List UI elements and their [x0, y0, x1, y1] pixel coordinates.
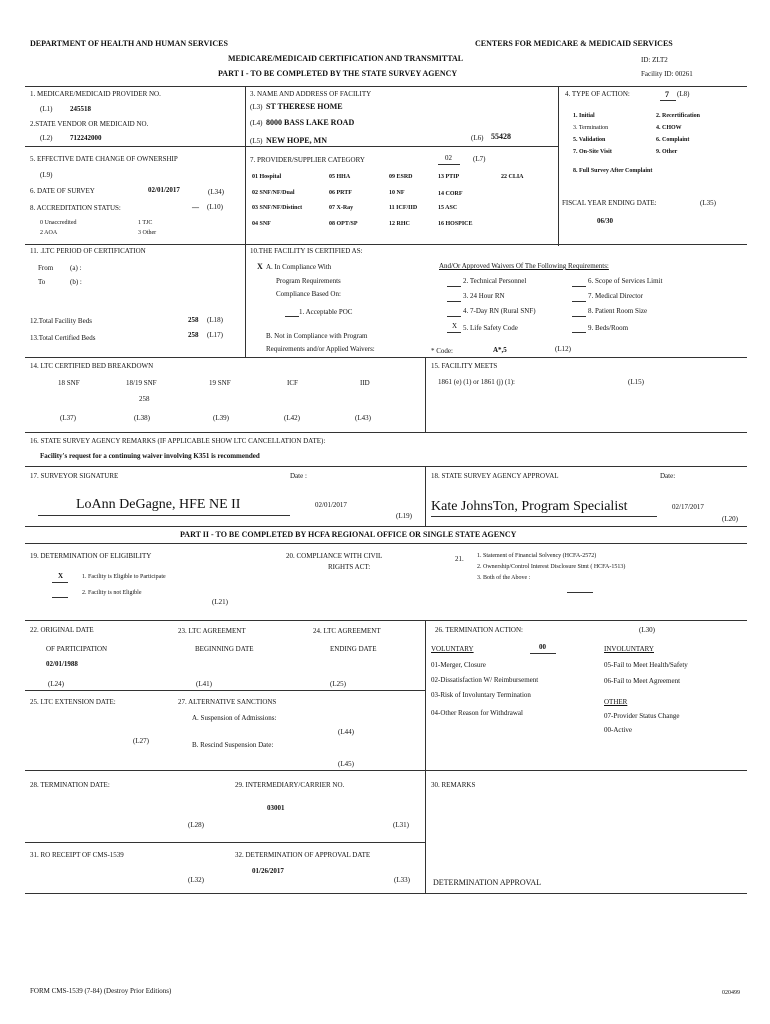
facility-city: NEW HOPE, MN — [266, 136, 327, 145]
l37-code: (L37) — [60, 414, 76, 422]
term-07: 07-Provider Status Change — [604, 712, 680, 720]
term-02: 02-Dissatisfaction W/ Reimbursement — [431, 676, 539, 684]
l24-code: (L24) — [48, 680, 64, 688]
determination-approval: DETERMINATION APPROVAL — [433, 878, 542, 887]
termination-action-label: 26. TERMINATION ACTION: — [435, 626, 523, 634]
l8-code: (L8) — [677, 90, 690, 98]
noncompliance-b: B. Not in Compliance with Program — [266, 332, 368, 340]
surveyor-date-label: Date : — [290, 472, 307, 480]
beginning-date-label: BEGINNING DATE — [195, 645, 254, 653]
l7-code: (L7) — [473, 155, 486, 163]
cat-05: 05 HHA — [329, 174, 351, 180]
l4-code: (L4) — [250, 119, 263, 127]
eligible-mark: X — [58, 572, 64, 580]
intermediary-no: 03001 — [267, 804, 285, 812]
fiscal-label: FISCAL YEAR ENDING DATE: — [562, 199, 657, 207]
l2-code: (L2) — [40, 134, 53, 142]
l43-code: (L43) — [355, 414, 371, 422]
total-beds: 258 — [188, 316, 199, 324]
l27-code: (L27) — [133, 737, 149, 745]
bed-value-1819snf: 258 — [139, 395, 150, 403]
survey-date: 02/01/2017 — [148, 186, 180, 194]
ending-date-label: ENDING DATE — [330, 645, 377, 653]
l41-code: (L41) — [196, 680, 212, 688]
cat-04: 04 SNF — [252, 221, 271, 227]
action-opt-7: 7. On-Site Visit — [573, 149, 612, 155]
l6-code: (L6) — [471, 134, 484, 142]
item-21-opt-1: 1. Statement of Financial Solvency (HCFA-2572) — [477, 553, 597, 559]
ltc-period-label: 11. .LTC PERIOD OF CERTIFICATION — [30, 247, 146, 255]
bed-col-icf: ICF — [287, 379, 298, 387]
bed-col-18snf: 18 SNF — [58, 379, 80, 387]
alt-sanctions-label: 27. ALTERNATIVE SANCTIONS — [178, 698, 277, 706]
intermediary-label: 29. INTERMEDIARY/CARRIER NO. — [235, 781, 345, 789]
form-number: FORM CMS-1539 (7-84) (Destroy Prior Editions) — [30, 987, 172, 995]
ltc-agreement-begin-label: 23. LTC AGREEMENT — [178, 627, 246, 635]
item-21-opt-2: 2. Ownership/Control Interest Disclosure Stmt ( HCFA-1513) — [477, 564, 626, 570]
l20-code: (L20) — [722, 515, 738, 523]
waiver-8: 8. Patient Room Size — [588, 307, 648, 315]
cat-12: 12 RHC — [389, 221, 410, 227]
cat-09: 09 ESRD — [389, 174, 413, 180]
ro-receipt-label: 31. RO RECEIPT OF CMS-1539 — [30, 851, 124, 859]
to-b-label: (b) : — [70, 278, 82, 286]
waiver-4: 4. 7-Day RN (Rural SNF) — [463, 307, 536, 315]
not-eligible-option: 2. Facility is not Eligible — [82, 590, 142, 596]
facility-zip: 55428 — [491, 132, 511, 141]
to-label: To — [38, 278, 46, 286]
cat-08: 08 OPT/SP — [329, 221, 358, 227]
l28-code: (L28) — [188, 821, 204, 829]
type-of-action-label: 4. TYPE OF ACTION: — [565, 90, 630, 98]
l39-code: (L39) — [213, 414, 229, 422]
facility-name: ST THERESE HOME — [266, 102, 343, 111]
chow-label: 5. EFFECTIVE DATE CHANGE OF OWNERSHIP — [30, 155, 178, 163]
accr-opt-1: 1 TJC — [138, 220, 153, 226]
l15-code: (L15) — [628, 378, 644, 386]
action-opt-1: 1. Initial — [573, 113, 595, 119]
l38-code: (L38) — [134, 414, 150, 422]
provider-category-value: 02 — [445, 154, 452, 162]
facility-address: 8000 BASS LAKE ROAD — [266, 118, 355, 127]
facility-meets-label: 15. FACILITY MEETS — [431, 362, 498, 370]
certified-beds-label: 13.Total Certified Beds — [30, 334, 96, 342]
term-05: 05-Fail to Meet Health/Safety — [604, 661, 688, 669]
bed-breakdown-label: 14. LTC CERTIFIED BED BREAKDOWN — [30, 362, 154, 370]
l9-code: (L9) — [40, 171, 53, 179]
provider-no-label: 1. MEDICARE/MEDICAID PROVIDER NO. — [30, 90, 161, 98]
l30-code: (L30) — [639, 626, 655, 634]
l5-code: (L5) — [250, 137, 263, 145]
cat-06: 06 PRTF — [329, 190, 352, 196]
action-opt-6: 6. Complaint — [656, 137, 690, 143]
voluntary-heading: VOLUNTARY — [431, 645, 474, 653]
facility-name-label: 3. NAME AND ADDRESS OF FACILITY — [250, 90, 372, 98]
survey-date-label: 6. DATE OF SURVEY — [30, 187, 95, 195]
ltc-agreement-end-label: 24. LTC AGREEMENT — [313, 627, 381, 635]
header-left: DEPARTMENT OF HEALTH AND HUMAN SERVICES — [30, 39, 228, 48]
ltc-extension-label: 25. LTC EXTENSION DATE: — [30, 698, 116, 706]
term-06: 06-Fail to Meet Agreement — [604, 677, 681, 685]
involuntary-heading: INVOLUNTARY — [604, 645, 654, 653]
fiscal-value: 06/30 — [597, 217, 613, 225]
waiver-2: 2. Technical Personnel — [463, 277, 527, 285]
cat-03: 03 SNF/NF/Distinct — [252, 205, 303, 211]
sanction-b: B. Rescind Suspension Date: — [192, 741, 274, 749]
l12-code: (L12) — [555, 345, 571, 353]
l42-code: (L42) — [284, 414, 300, 422]
certified-as-label: 10.THE FACILITY IS CERTIFIED AS: — [250, 247, 363, 255]
civil-rights-label: 20. COMPLIANCE WITH CIVIL — [286, 552, 383, 560]
cat-15: 15 ASC — [438, 205, 458, 211]
id-code: ID: ZLT2 — [641, 56, 668, 64]
code-label: * Code: — [431, 347, 453, 355]
compliance-a2: Program Requirements — [276, 277, 341, 285]
agency-approval-label: 18. STATE SURVEY AGENCY APPROVAL — [431, 472, 559, 480]
surveyor-signature-label: 17. SURVEYOR SIGNATURE — [30, 472, 119, 480]
original-date-label: 22. ORIGINAL DATE — [30, 626, 94, 634]
waiver-5-mark: X — [452, 322, 458, 330]
action-opt-2: 2. Recertification — [656, 113, 700, 119]
waiver-3: 3. 24 Hour RN — [463, 292, 505, 300]
agency-date: 02/17/2017 — [672, 503, 704, 511]
accreditation-label: 8. ACCREDITATION STATUS: — [30, 204, 121, 212]
approval-date: 01/26/2017 — [252, 867, 284, 875]
sanction-a: A. Suspension of Admissions: — [192, 714, 277, 722]
total-beds-label: 12.Total Facility Beds — [30, 317, 92, 325]
voluntary-value: 00 — [539, 643, 546, 651]
accr-opt-0: 0 Unaccredited — [40, 220, 77, 226]
vendor-no: 712242000 — [70, 134, 102, 142]
waiver-5: 5. Life Safety Code — [463, 324, 518, 332]
agency-date-label: Date: — [660, 472, 676, 480]
noncompliance-b2: Requirements and/or Applied Waivers: — [266, 345, 375, 353]
civil-rights-label-2: RIGHTS ACT: — [328, 563, 371, 571]
bed-col-19snf: 19 SNF — [209, 379, 231, 387]
term-00: 00-Active — [604, 726, 632, 734]
surveyor-signature: LoAnn DeGagne, HFE NE II — [76, 497, 241, 512]
cat-01: 01 Hospital — [252, 174, 282, 180]
l31-code: (L31) — [393, 821, 409, 829]
l33-code: (L33) — [394, 876, 410, 884]
cat-10: 10 NF — [389, 190, 405, 196]
accreditation-value: __ — [192, 201, 199, 209]
accr-opt-3: 3 Other — [138, 230, 157, 236]
l3-code: (L3) — [250, 103, 263, 111]
type-of-action-value: 7 — [665, 90, 669, 99]
term-01: 01-Merger, Closure — [431, 661, 486, 669]
agency-signature: Kate JohnsTon, Program Specialist — [431, 499, 628, 514]
l32-code: (L32) — [188, 876, 204, 884]
header-right: CENTERS FOR MEDICARE & MEDICAID SERVICES — [475, 39, 673, 48]
l18-code: (L18) — [207, 316, 223, 324]
l25-code: (L25) — [330, 680, 346, 688]
action-opt-4: 4. CHOW — [656, 125, 682, 131]
cat-02: 02 SNF/NF/Dual — [252, 190, 295, 196]
cat-16: 16 HOSPICE — [438, 221, 473, 227]
waiver-6: 6. Scope of Services Limit — [588, 277, 663, 285]
facility-meets-text: 1861 (e) (1) or 1861 (j) (1): — [438, 378, 515, 386]
approval-date-label: 32. DETERMINATION OF APPROVAL DATE — [235, 851, 371, 859]
cat-13: 13 PTIP — [438, 174, 460, 180]
l19-code: (L19) — [396, 512, 412, 520]
l34-code: (L34) — [208, 188, 224, 196]
l35-code: (L35) — [700, 199, 716, 207]
part-two-title: PART II - TO BE COMPLETED BY HCFA REGIONAL OFFICE OR SINGLE STATE AGENCY — [180, 530, 517, 539]
l21-code: (L21) — [212, 598, 228, 606]
l44-code: (L44) — [338, 728, 354, 736]
cat-07: 07 X-Ray — [329, 205, 354, 211]
form-code: 020499 — [722, 990, 740, 996]
l10-code: (L10) — [207, 203, 223, 211]
original-date-label-2: OF PARTICIPATION — [46, 645, 108, 653]
cat-11: 11 ICF/IID — [389, 205, 418, 211]
form-title: MEDICARE/MEDICAID CERTIFICATION AND TRANSMITTAL — [228, 54, 464, 63]
bed-col-iid: IID — [360, 379, 370, 387]
certified-beds: 258 — [188, 331, 199, 339]
remarks-text: Facility's request for a continuing waiver involving K351 is recommended — [40, 452, 260, 460]
facility-id: Facility ID: 00261 — [641, 70, 693, 78]
termination-date-label: 28. TERMINATION DATE: — [30, 781, 110, 789]
from-a-label: (a) : — [70, 264, 82, 272]
provider-category-label: 7. PROVIDER/SUPPLIER CATEGORY — [250, 156, 365, 164]
cat-22: 22 CLIA — [501, 174, 524, 180]
original-date: 02/01/1988 — [46, 660, 78, 668]
compliance-a: A. In Compliance With — [266, 263, 332, 271]
vendor-no-label: 2.STATE VENDOR OR MEDICAID NO. — [30, 120, 149, 128]
acceptable-poc: 1. Acceptable POC — [299, 308, 353, 316]
item-21-label: 21. — [455, 555, 464, 563]
waiver-7: 7. Medical Director — [588, 292, 644, 300]
waiver-9: 9. Beds/Room — [588, 324, 629, 332]
eligible-option: 1. Facility is Eligible to Participate — [82, 574, 166, 580]
item-21-opt-3: 3. Both of the Above : — [477, 575, 531, 581]
action-opt-5: 5. Validation — [573, 137, 606, 143]
term-03: 03-Risk of Involuntary Termination — [431, 691, 531, 699]
surveyor-date: 02/01/2017 — [315, 501, 347, 509]
bed-col-1819snf: 18/19 SNF — [126, 379, 157, 387]
action-opt-3: 3. Termination — [573, 125, 609, 131]
cat-14: 14 CORF — [438, 191, 463, 197]
l17-code: (L17) — [207, 331, 223, 339]
eligibility-label: 19. DETERMINATION OF ELIGIBILITY — [30, 552, 152, 560]
other-heading: OTHER — [604, 698, 628, 706]
action-opt-8: 8. Full Survey After Complaint — [573, 168, 653, 174]
provider-no: 245518 — [70, 105, 91, 113]
l1-code: (L1) — [40, 105, 53, 113]
remarks-30-label: 30. REMARKS — [431, 781, 476, 789]
term-04: 04-Other Reason for Withdrawal — [431, 709, 523, 717]
accr-opt-2: 2 AOA — [40, 230, 58, 236]
from-label: From — [38, 264, 54, 272]
compliance-a3: Compliance Based On: — [276, 290, 341, 298]
l45-code: (L45) — [338, 760, 354, 768]
part-one-title: PART I - TO BE COMPLETED BY THE STATE SURVEY AGENCY — [218, 69, 458, 78]
compliance-mark: X — [257, 262, 263, 271]
action-opt-9: 9. Other — [656, 149, 678, 155]
waivers-heading: And/Or Approved Waivers Of The Following Requirements: — [439, 262, 609, 270]
remarks-label: 16. STATE SURVEY AGENCY REMARKS (IF APPLICABLE SHOW LTC CANCELLATION DATE): — [30, 437, 326, 445]
code-value: A*,5 — [493, 346, 507, 354]
